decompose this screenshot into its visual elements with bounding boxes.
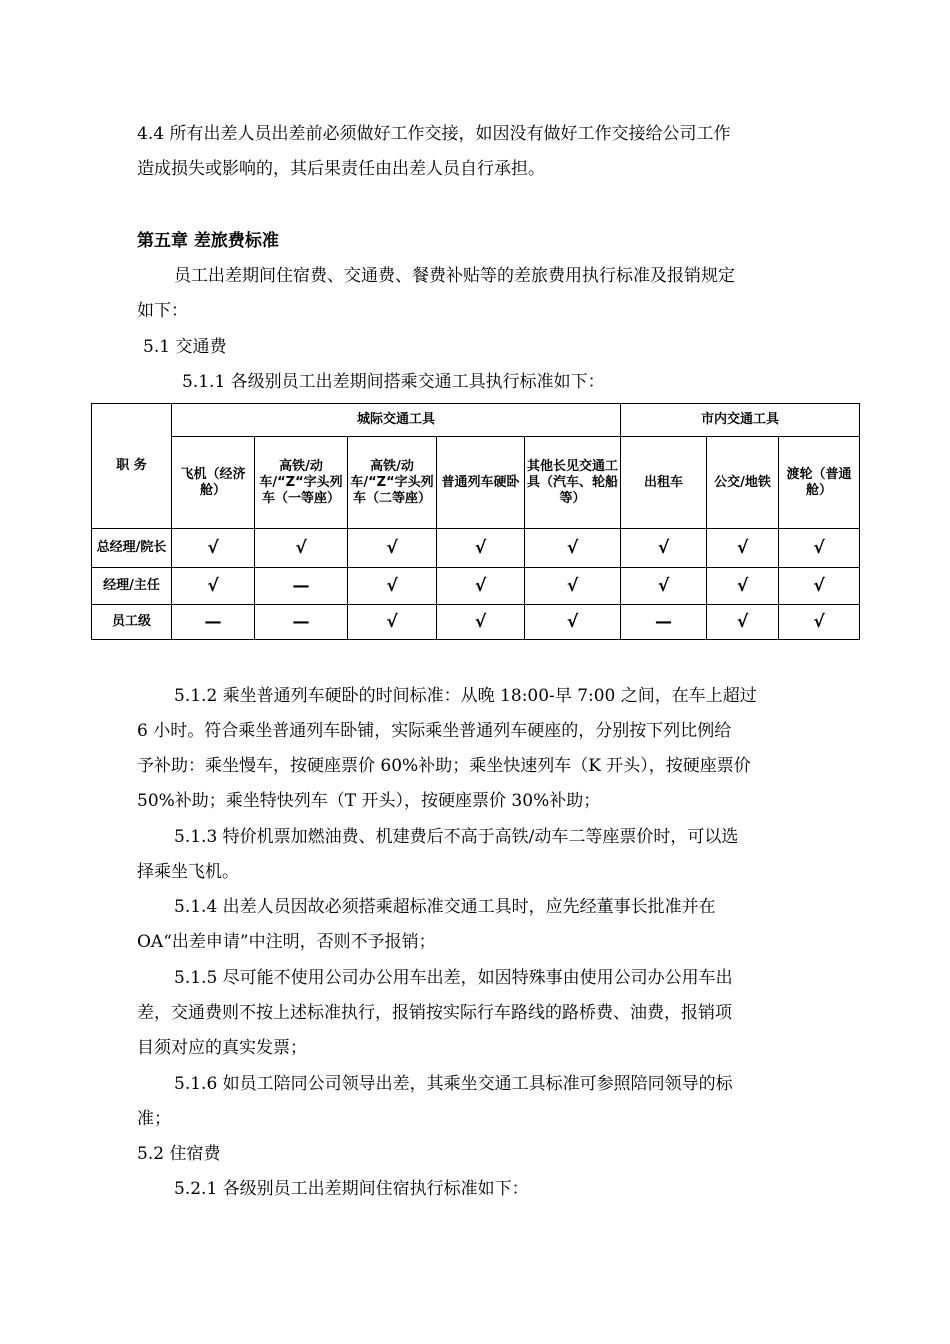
table-cell: √ [525,605,621,640]
section-5-1-5-line2: 差，交通费则不按上述标准执行，报销按实际行车路线的路桥费、油费，报销项 [137,1003,732,1023]
table-cell: √ [525,568,621,605]
section-5-1-1: 5.1.1 各级别员工出差期间搭乘交通工具执行标准如下： [182,372,605,392]
table-cell: √ [707,529,779,568]
table-cell: √ [348,529,437,568]
group-header-intercity: 城际交通工具 [172,404,621,437]
table-cell: — [255,605,348,640]
row-role: 员工级 [92,605,172,640]
table-row [92,605,860,640]
section-5-1-5-line3: 目须对应的真实发票； [137,1038,307,1058]
section-5-1-4-line1: 5.1.4 出差人员因故必须搭乘超标准交通工具时，应先经董事长批准并在 [174,897,716,917]
section-5-1-6-line2: 准； [137,1109,171,1129]
section-5-1-2-line2: 6 小时。符合乘坐普通列车卧铺，实际乘坐普通列车硬座的，分别按下列比例给 [137,721,732,741]
table-cell: √ [621,529,707,568]
col-header-other-long: 其他长见交通工具（汽车、轮船等） [525,437,621,529]
chapter-5-title: 第五章 差旅费标准 [137,231,279,251]
table-cell: √ [255,529,348,568]
col-header-taxi: 出租车 [621,437,707,529]
section-5-1-2-line3: 予补助：乘坐慢车，按硬座票价 60%补助；乘坐快速列车（K 开头），按硬座票价 [137,756,751,776]
col-header-hsr-first: 高铁/动车/“Z“字头列车（一等座） [255,437,348,529]
table-cell: √ [172,529,255,568]
table-row [92,568,860,605]
table-cell: √ [779,605,860,640]
section-5-1-2-line1: 5.1.2 乘坐普通列车硬卧的时间标准：从晚 18:00-早 7:00 之间，在车上超过 [174,686,757,706]
position-header: 职 务 [92,404,172,529]
col-header-ferry: 渡轮（普通舱） [779,437,860,529]
section-5-1-6-line1: 5.1.6 如员工陪同公司领导出差，其乘坐交通工具标准可参照陪同领导的标 [174,1074,733,1094]
section-5-1-5-line1: 5.1.5 尽可能不使用公司办公用车出差，如因特殊事由使用公司办公用车出 [174,968,733,988]
section-5-1-2-line4: 50%补助；乘坐特快列车（T 开头），按硬座票价 30%补助； [137,791,601,811]
section-5-2-heading: 5.2 住宿费 [137,1144,221,1164]
table-cell: √ [437,605,525,640]
col-header-hsr-second: 高铁/动车/“Z“字头列车（二等座） [348,437,437,529]
row-role: 经理/主任 [92,568,172,605]
table-cell: √ [348,568,437,605]
table-cell: √ [707,568,779,605]
intro-line2: 如下： [137,301,188,321]
paragraph-4-4-line2: 造成损失或影响的，其后果责任由出差人员自行承担。 [137,159,545,179]
table-cell: √ [525,529,621,568]
col-header-airplane: 飞机（经济舱） [172,437,255,529]
row-role: 总经理/院长 [92,529,172,568]
section-5-1-4-line2: OA“出差申请”中注明，否则不予报销； [137,932,436,952]
table-cell: √ [437,568,525,605]
table-cell: √ [621,568,707,605]
table-cell: √ [707,605,779,640]
table-cell: √ [437,529,525,568]
col-header-bus-subway: 公交/地铁 [707,437,779,529]
col-header-sleeper: 普通列车硬卧 [437,437,525,529]
transport-standard-table [91,403,860,640]
section-5-1-3-line1: 5.1.3 特价机票加燃油费、机建费后不高于高铁/动车二等座票价时，可以选 [174,827,739,847]
table-cell: √ [779,529,860,568]
section-5-1-3-line2: 择乘坐飞机。 [137,862,239,882]
table-cell: √ [779,568,860,605]
table-cell: √ [172,568,255,605]
table-cell: — [255,568,348,605]
table-row [92,529,860,568]
section-5-1-heading: 5.1 交通费 [143,337,227,357]
group-header-city: 市内交通工具 [621,404,860,437]
table-cell: √ [348,605,437,640]
table-cell: — [172,605,255,640]
table-cell: — [621,605,707,640]
intro-line1: 员工出差期间住宿费、交通费、餐费补贴等的差旅费用执行标准及报销规定 [174,266,735,286]
section-5-2-1: 5.2.1 各级别员工出差期间住宿执行标准如下： [174,1179,529,1199]
paragraph-4-4-line1: 4.4 所有出差人员出差前必须做好工作交接，如因没有做好工作交接给公司工作 [137,124,731,144]
